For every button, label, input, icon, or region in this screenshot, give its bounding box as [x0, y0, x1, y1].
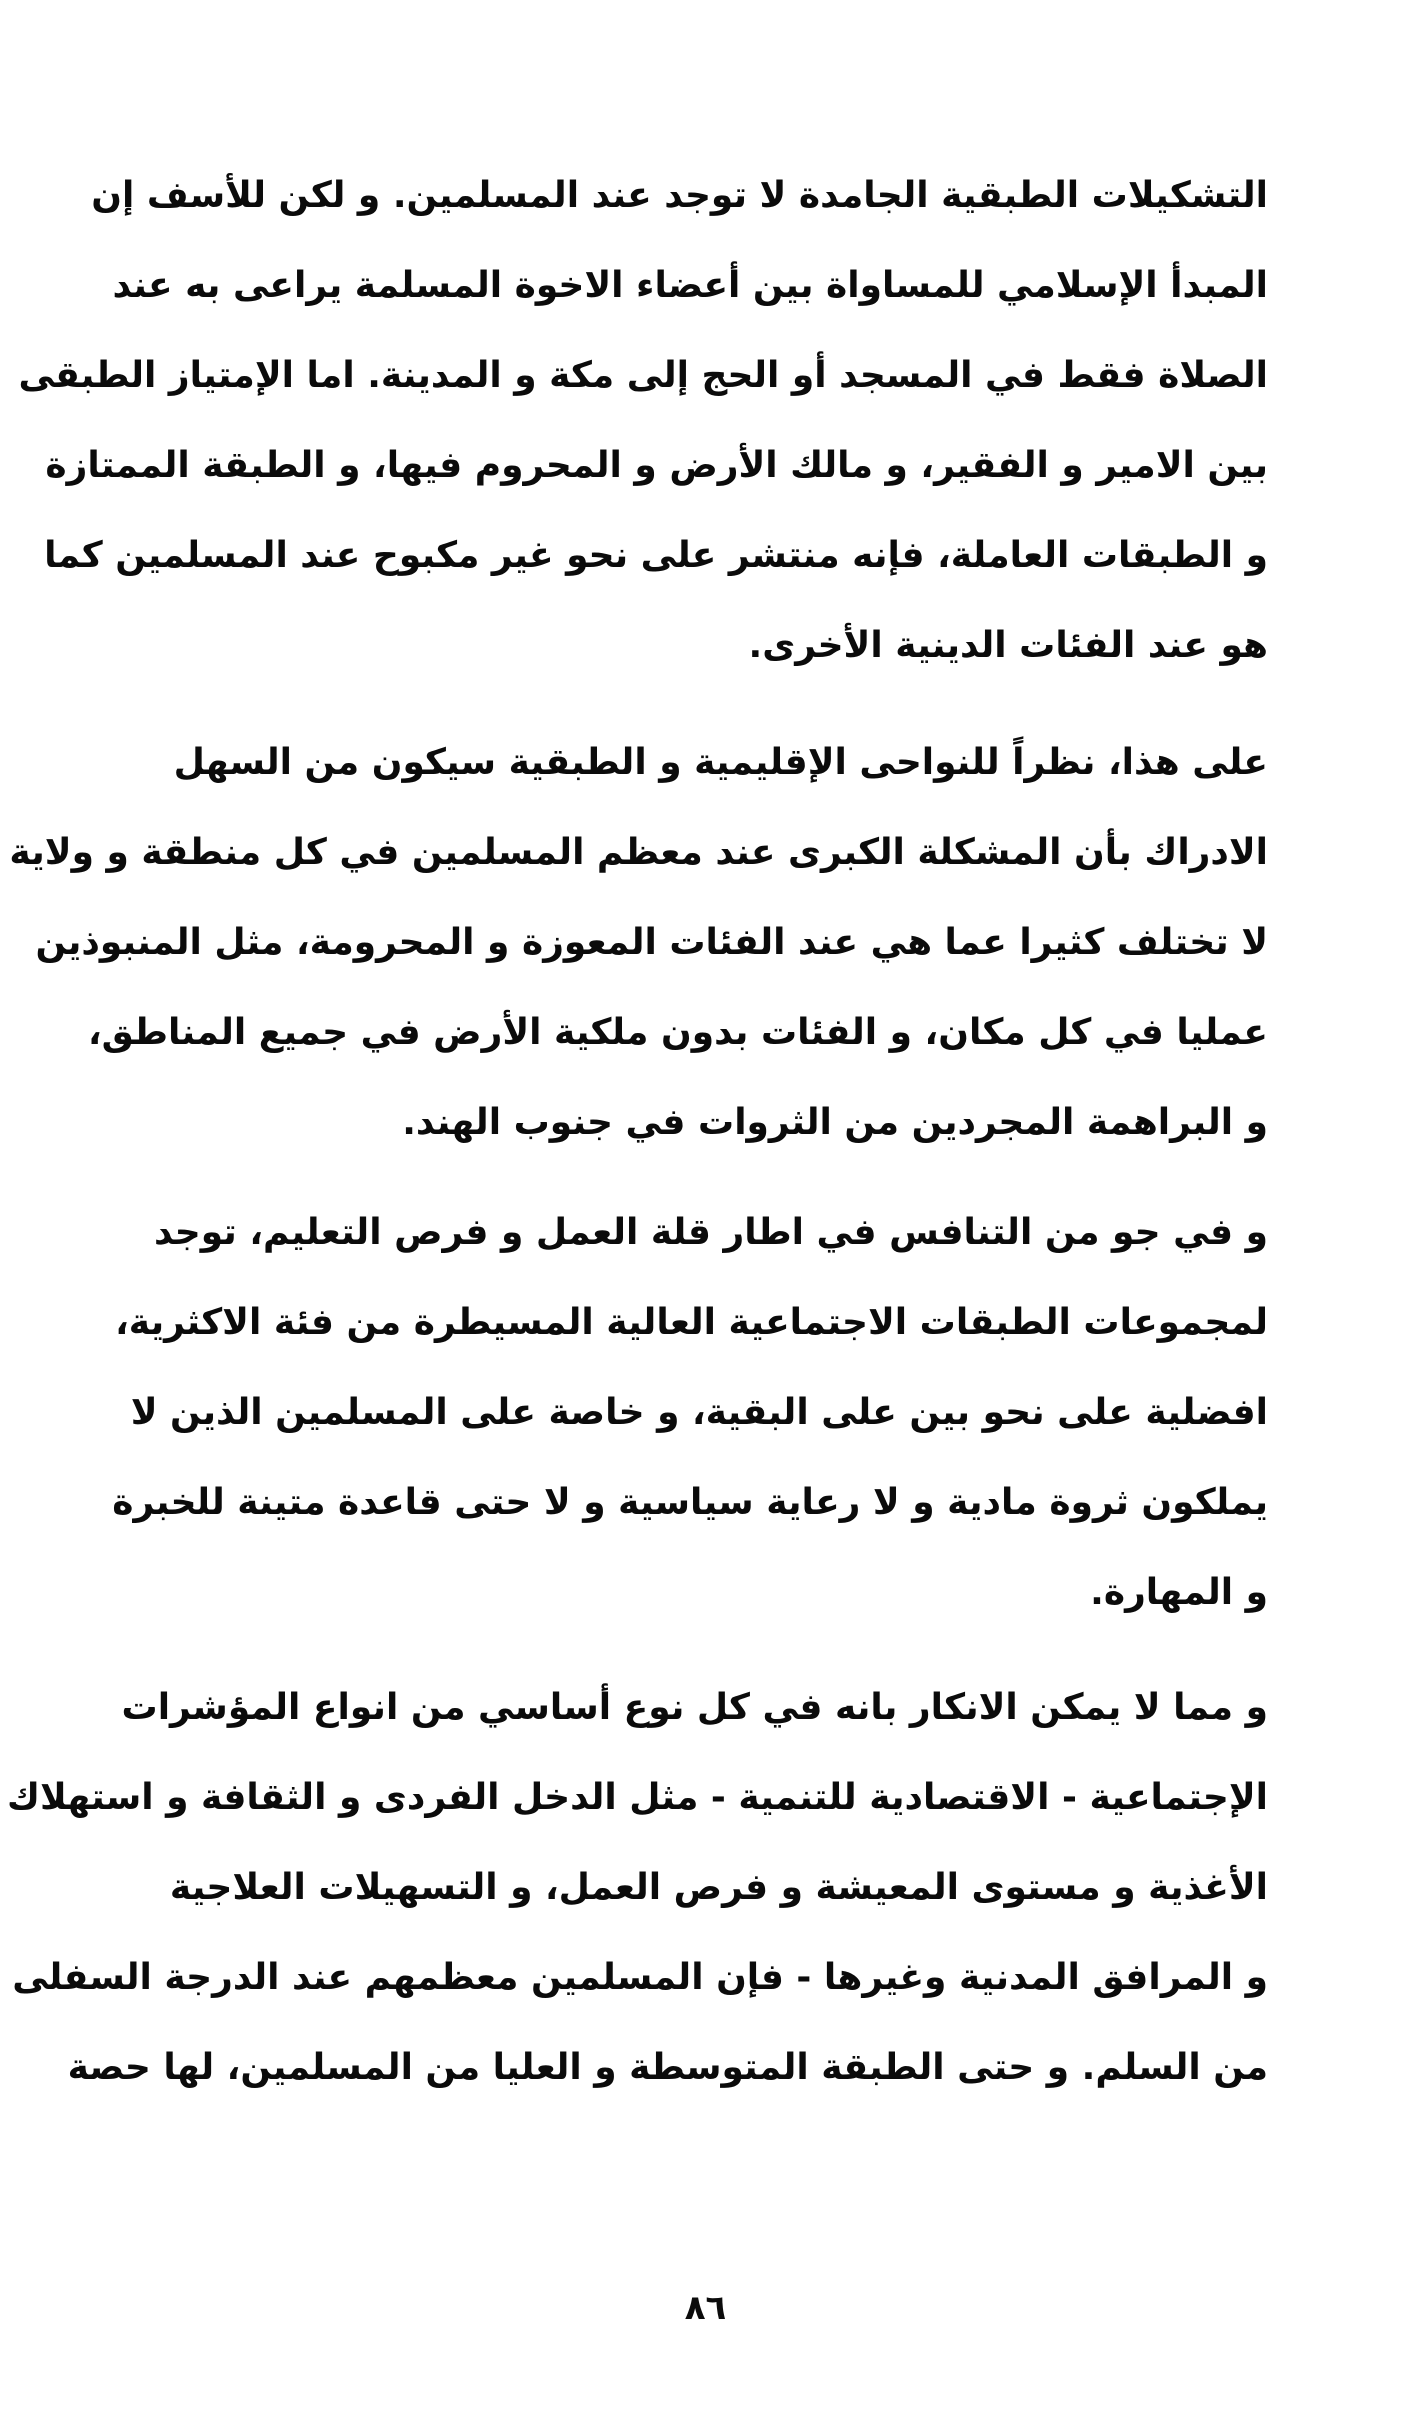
- paragraph-4-line-4: و المرافق المدنية وغيرها - فإن المسلمين معظمهم عند الدرجة السفلى: [12, 1957, 1268, 1998]
- paragraph-2-line-2: الادراك بأن المشكلة الكبرى عند معظم المسلمين في كل منطقة و ولاية: [9, 832, 1268, 873]
- paragraph-1-line-5: و الطبقات العاملة، فإنه منتشر على نحو غير مكبوح عند المسلمين كما: [44, 535, 1268, 576]
- paragraph-2-line-5: و البراهمة المجردين من الثروات في جنوب الهند.: [402, 1102, 1268, 1143]
- paragraph-3-line-1: و في جو من التنافس في اطار قلة العمل و فرص التعليم، توجد: [154, 1212, 1268, 1253]
- page-number: ٨٦: [684, 2288, 727, 2328]
- paragraph-4-line-2: الإجتماعية - الاقتصادية للتنمية - مثل الدخل الفردى و الثقافة و استهلاك: [7, 1777, 1268, 1818]
- paragraph-4-line-5: من السلم. و حتى الطبقة المتوسطة و العليا من المسلمين، لها حصة: [67, 2047, 1268, 2088]
- paragraph-1-line-1: التشكيلات الطبقية الجامدة لا توجد عند المسلمين. و لكن للأسف إن: [91, 175, 1268, 216]
- paragraph-2-line-4: عمليا في كل مكان، و الفئات بدون ملكية الأرض في جميع المناطق،: [87, 1012, 1268, 1053]
- paragraph-1-line-2: المبدأ الإسلامي للمساواة بين أعضاء الاخوة المسلمة يراعى به عند: [112, 265, 1268, 306]
- paragraph-1-line-6: هو عند الفئات الدينية الأخرى.: [748, 625, 1268, 666]
- paragraph-4-line-1: و مما لا يمكن الانكار بانه في كل نوع أساسي من انواع المؤشرات: [121, 1687, 1268, 1728]
- paragraph-3-line-2: لمجموعات الطبقات الاجتماعية العالية المسيطرة من فئة الاكثرية،: [115, 1302, 1268, 1343]
- paragraph-3-line-5: و المهارة.: [1090, 1572, 1268, 1613]
- paragraph-1-line-4: بين الامير و الفقير، و مالك الأرض و المحروم فيها، و الطبقة الممتازة: [45, 445, 1268, 486]
- paragraph-2-line-3: لا تختلف كثيرا عما هي عند الفئات المعوزة و المحرومة، مثل المنبوذين: [35, 922, 1268, 963]
- paragraph-3-line-4: يملكون ثروة مادية و لا رعاية سياسية و لا حتى قاعدة متينة للخبرة: [112, 1482, 1268, 1523]
- paragraph-4-line-3: الأغذية و مستوى المعيشة و فرص العمل، و التسهيلات العلاجية: [169, 1867, 1268, 1908]
- paragraph-3-line-3: افضلية على نحو بين على البقية، و خاصة على المسلمين الذين لا: [130, 1392, 1268, 1433]
- paragraph-1-line-3: الصلاة فقط في المسجد أو الحج إلى مكة و المدينة. اما الإمتياز الطبقى: [18, 355, 1268, 396]
- paragraph-2-line-1: على هذا، نظراً للنواحى الإقليمية و الطبقية سيكون من السهل: [173, 742, 1268, 783]
